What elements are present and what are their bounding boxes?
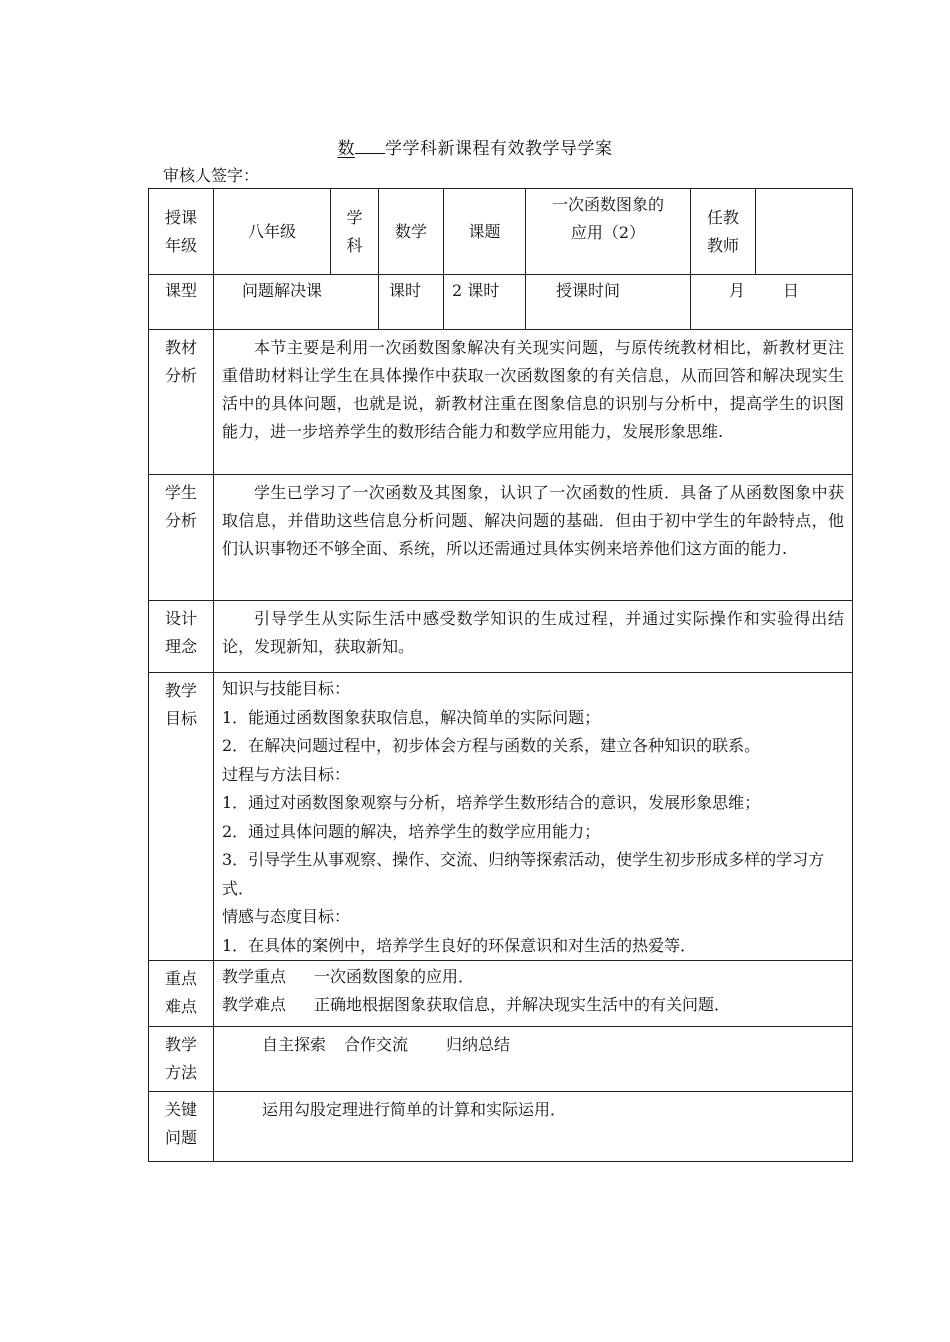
difficulty-label: 教学难点 bbox=[222, 995, 287, 1014]
month-label: 月 bbox=[729, 281, 746, 300]
subject-value: 数学 bbox=[379, 189, 444, 275]
design-concept-label-text: 设计 理念 bbox=[164, 609, 197, 656]
row-design-concept bbox=[149, 601, 853, 673]
focus-label: 教学重点 bbox=[222, 967, 287, 986]
goal-line: 1．通过对函数图象观察与分析，培养学生数形结合的意识，发展形象思维； bbox=[222, 793, 761, 812]
goal-line: 过程与方法目标： bbox=[222, 764, 351, 784]
goal-line: 3．引导学生从事观察、操作、交流、归纳等探索活动，使学生初步形成多样的学习方式． bbox=[222, 850, 825, 898]
type-value: 问题解决课 bbox=[214, 275, 379, 330]
grade-label-text: 授课 年级 bbox=[164, 207, 197, 255]
goal-line: 1．在具体的案例中，培养学生良好的环保意识和对生活的热爱等． bbox=[222, 935, 697, 955]
goal-line: 情感与态度目标： bbox=[222, 907, 351, 926]
lesson-plan-table bbox=[148, 188, 853, 1162]
goal-line: 知识与技能目标： bbox=[222, 679, 351, 698]
focus-text: 一次函数图象的应用． bbox=[314, 967, 475, 986]
teacher-value bbox=[756, 189, 853, 275]
key-question-text: 运用勾股定理进行简单的计算和实际运用． bbox=[214, 1092, 853, 1162]
topic-label: 课题 bbox=[444, 189, 526, 275]
topic-value-text: 一次函数图象的 应用（2） bbox=[551, 195, 664, 242]
difficulty-text: 正确地根据图象获取信息，并解决现实生活中的有关问题． bbox=[314, 995, 731, 1014]
student-analysis-label-text: 学生 分析 bbox=[164, 483, 197, 530]
subject-label bbox=[331, 189, 379, 275]
student-analysis-label bbox=[149, 475, 214, 601]
key-difficulty-label-text: 重点 难点 bbox=[164, 969, 197, 1016]
row-basic-info bbox=[149, 189, 853, 275]
design-concept-label bbox=[149, 601, 214, 673]
teaching-goals-content bbox=[214, 673, 853, 961]
teaching-methods-label-text: 教学 方法 bbox=[164, 1035, 197, 1082]
method-item: 归纳总结 bbox=[446, 1035, 511, 1054]
topic-value bbox=[526, 189, 691, 275]
time-value bbox=[691, 275, 853, 330]
teaching-methods-label bbox=[149, 1027, 214, 1092]
goal-line: 1．能通过函数图象获取信息，解决简单的实际问题； bbox=[222, 707, 601, 727]
method-item: 自主探索 bbox=[262, 1035, 327, 1054]
textbook-analysis-label bbox=[149, 330, 214, 475]
row-student-analysis bbox=[149, 475, 853, 601]
teacher-label-text: 任教 教师 bbox=[706, 207, 739, 255]
difficulty-line bbox=[222, 991, 844, 1019]
row-textbook-analysis bbox=[149, 330, 853, 475]
hours-value: 2 课时 bbox=[444, 275, 526, 330]
document-title bbox=[0, 134, 950, 159]
key-question-label-text: 关键 问题 bbox=[164, 1100, 197, 1147]
key-difficulty-label bbox=[149, 961, 214, 1027]
reviewer-signature-label: 审核人签字： bbox=[163, 166, 260, 185]
grade-label bbox=[149, 189, 214, 275]
day-label: 日 bbox=[783, 281, 800, 300]
design-concept-text: 引导学生从实际生活中感受数学知识的生成过程，并通过实际操作和实验得出结论，发现新知，获取新知。 bbox=[214, 601, 853, 673]
teaching-goals-label bbox=[149, 673, 214, 961]
title-subject: 数 bbox=[337, 139, 355, 159]
title-rest: 学学科新课程有效教学导学案 bbox=[385, 139, 613, 159]
key-difficulty-content bbox=[214, 961, 853, 1027]
key-question-label bbox=[149, 1092, 214, 1162]
textbook-analysis-label-text: 教材 分析 bbox=[164, 338, 197, 385]
row-teaching-goals bbox=[149, 673, 853, 961]
textbook-analysis-text: 本节主要是利用一次函数图象解决有关现实问题，与原传统教材相比，新教材更注重借助材料让学生在具体操作中获取一次函数图象的有关信息，从而回答和解决现实生活中的具体问题，也就是说，新教材注重在图象信息的识别与分析中，提高学生的识图能力，进一步培养学生的数形结合能力和数学应用能力，发展形象思维. bbox=[214, 330, 853, 475]
row-key-difficulty bbox=[149, 961, 853, 1027]
goal-line: 2．通过具体问题的解决，培养学生的数学应用能力； bbox=[222, 821, 601, 841]
row-teaching-methods bbox=[149, 1027, 853, 1092]
student-analysis-text: 学生已学习了一次函数及其图象，认识了一次函数的性质．具备了从函数图象中获取信息，并借助这些信息分析问题、解决问题的基础．但由于初中学生的年龄特点，他们认识事物还不够全面、系统，所以还需通过具体实例来培养他们这方面的能力. bbox=[214, 475, 853, 601]
teaching-methods-content bbox=[214, 1027, 853, 1092]
method-item: 合作交流 bbox=[344, 1035, 409, 1054]
hours-label: 课时 bbox=[379, 275, 444, 330]
row-course-info bbox=[149, 275, 853, 330]
time-label: 授课时间 bbox=[526, 275, 691, 330]
grade-value: 八年级 bbox=[214, 189, 331, 275]
focus-line bbox=[222, 963, 844, 991]
subject-label-text: 学 科 bbox=[346, 207, 363, 255]
teacher-label bbox=[691, 189, 756, 275]
teaching-goals-label-text: 教学 目标 bbox=[164, 681, 197, 728]
goal-line: 2．在解决问题过程中，初步体会方程与函数的关系，建立各种知识的联系。 bbox=[222, 736, 761, 755]
row-key-question bbox=[149, 1092, 853, 1162]
type-label: 课型 bbox=[149, 275, 214, 330]
